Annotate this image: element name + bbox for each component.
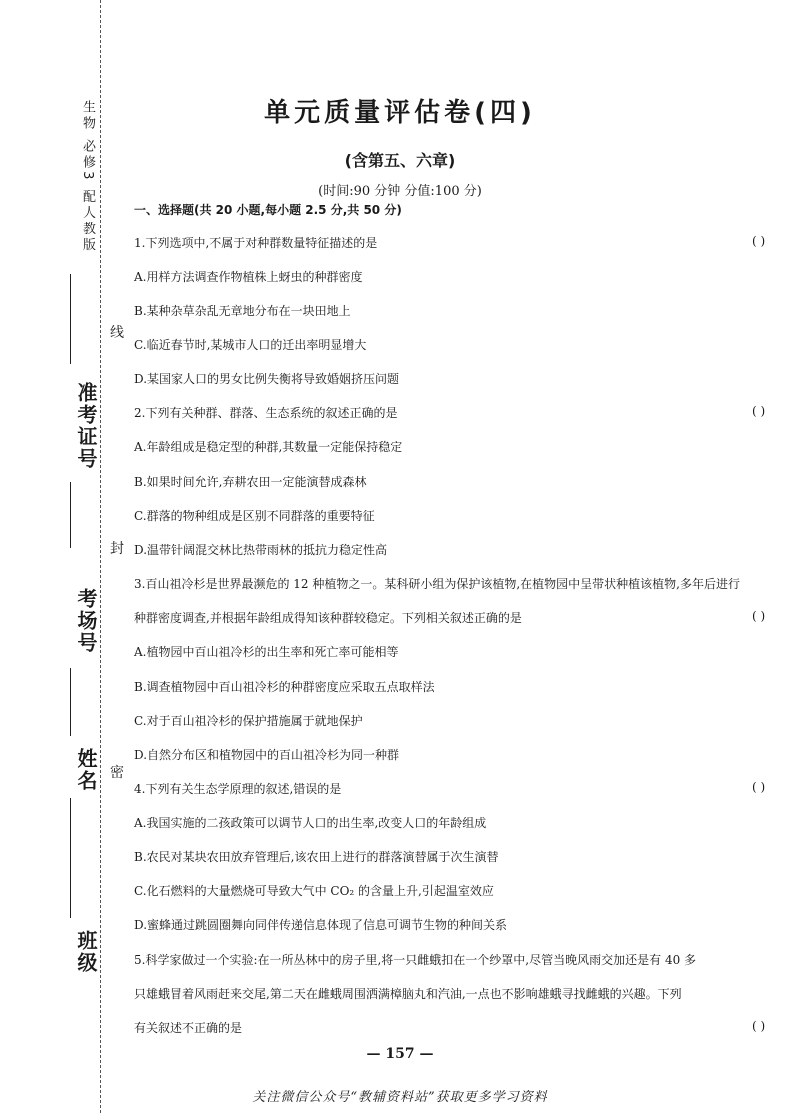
- question-3-option-c: C.对于百山祖冷杉的保护措施属于就地保护: [134, 714, 363, 728]
- question-3-option-b: B.调查植物园中百山祖冷杉的种群密度应采取五点取样法: [134, 680, 435, 694]
- question-4-stem: 4.下列有关生态学原理的叙述,错误的是: [134, 782, 342, 796]
- question-5-stem-line-3: 有关叙述不正确的是: [134, 1021, 243, 1035]
- page-title: 单元质量评估卷(四): [264, 98, 536, 128]
- exam-id-field-line[interactable]: [70, 482, 71, 548]
- question-3-answer-bracket[interactable]: ( ): [752, 609, 766, 623]
- exam-meta: (时间:90 分钟 分值:100 分): [318, 184, 482, 199]
- seal-mark-line: 线: [110, 325, 124, 341]
- question-1-option-a: A.用样方法调查作物植株上蚜虫的种群密度: [134, 270, 363, 284]
- question-1-stem: 1.下列选项中,不属于对种群数量特征描述的是: [134, 236, 378, 250]
- question-3-option-a: A.植物园中百山祖冷杉的出生率和死亡率可能相等: [134, 645, 399, 659]
- page-subtitle: (含第五、六章): [344, 151, 456, 170]
- question-2-option-c: C.群落的物种组成是区别不同群落的重要特征: [134, 509, 375, 523]
- question-3-stem-line-1: 3.百山祖冷杉是世界最濒危的 12 种植物之一。某科研小组为保护该植物,在植物园中呈带状种植该植物,多年后进行: [134, 577, 740, 591]
- question-1-option-b: B.某种杂草杂乱无章地分布在一块田地上: [134, 304, 351, 318]
- question-4-option-d: D.蜜蜂通过跳圆圈舞向同伴传递信息体现了信息可调节生物的种间关系: [134, 918, 508, 932]
- question-5-stem-line-1: 5.科学家做过一个实验:在一所丛林中的房子里,将一只雌蛾扣在一个纱罩中,尽管当晚风雨交加还是有 40 多: [134, 953, 697, 967]
- subject-field-line[interactable]: [70, 274, 71, 364]
- question-4-option-b: B.农民对某块农田放弃管理后,该农田上进行的群落演替属于次生演替: [134, 850, 499, 864]
- question-4-option-a: A.我国实施的二孩政策可以调节人口的出生率,改变人口的年龄组成: [134, 816, 487, 830]
- seal-mark-secret: 密: [110, 765, 124, 781]
- seal-mark-seal: 封: [110, 541, 124, 557]
- question-4-option-c: C.化石燃料的大量燃烧可导致大气中 CO₂ 的含量上升,引起温室效应: [134, 884, 494, 898]
- question-5-stem-line-2: 只雄蛾冒着风雨赶来交尾,第二天在雌蛾周围洒满樟脑丸和汽油,一点也不影响雄蛾寻找雌蛾的兴趣。下列: [134, 987, 682, 1001]
- class-field-label: 班级: [74, 930, 98, 974]
- question-1-answer-bracket[interactable]: ( ): [752, 234, 766, 248]
- question-5-answer-bracket[interactable]: ( ): [752, 1019, 766, 1033]
- room-number-field-line[interactable]: [70, 668, 71, 736]
- subject-label: 生物 必修3 配人教版: [80, 100, 95, 254]
- page-number: — 157 —: [366, 1046, 434, 1062]
- question-3-option-d: D.自然分布区和植物园中的百山祖冷杉为同一种群: [134, 748, 400, 762]
- question-2-option-a: A.年龄组成是稳定型的种群,其数量一定能保持稳定: [134, 440, 403, 454]
- section-heading: 一、选择题(共 20 小题,每小题 2.5 分,共 50 分): [134, 203, 402, 217]
- question-1-option-c: C.临近春节时,某城市人口的迁出率明显增大: [134, 338, 367, 352]
- exam-id-field-label: 准考证号: [74, 382, 98, 470]
- question-1-option-d: D.某国家人口的男女比例失衡将导致婚姻挤压问题: [134, 372, 400, 386]
- room-number-field-label: 考场号: [74, 588, 98, 654]
- footer-note: 关注微信公众号“教辅资料站”获取更多学习资料: [252, 1090, 548, 1105]
- name-field-line[interactable]: [70, 798, 71, 918]
- question-3-stem-line-2: 种群密度调查,并根据年龄组成得知该种群较稳定。下列相关叙述正确的是: [134, 611, 522, 625]
- question-2-answer-bracket[interactable]: ( ): [752, 404, 766, 418]
- name-field-label: 姓名: [74, 748, 98, 792]
- question-2-option-d: D.温带针阔混交林比热带雨林的抵抗力稳定性高: [134, 543, 388, 557]
- question-2-stem: 2.下列有关种群、群落、生态系统的叙述正确的是: [134, 406, 398, 420]
- question-4-answer-bracket[interactable]: ( ): [752, 780, 766, 794]
- question-2-option-b: B.如果时间允许,弃耕农田一定能演替成森林: [134, 475, 367, 489]
